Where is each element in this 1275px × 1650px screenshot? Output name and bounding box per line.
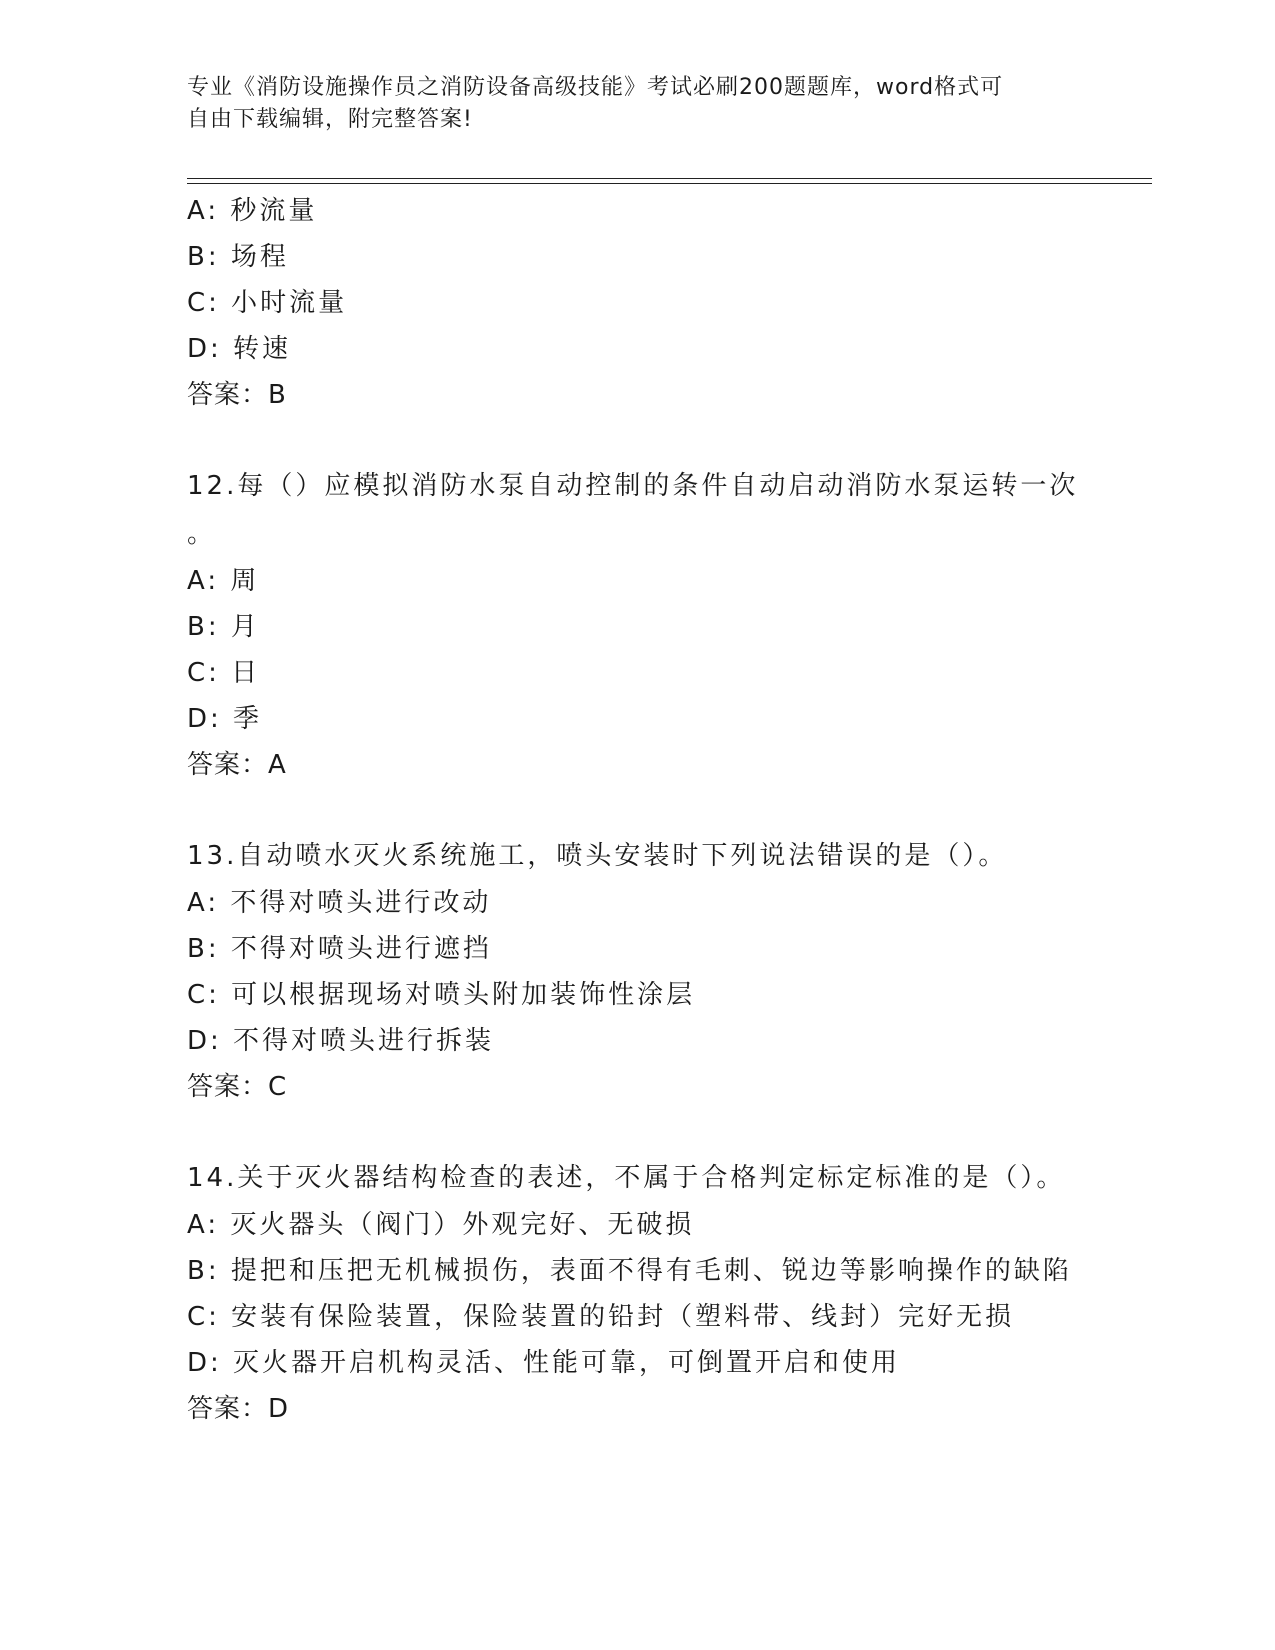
- question-stem-continued: 。: [187, 519, 217, 549]
- question-stem: 12.每（）应模拟消防水泵自动控制的条件自动启动消防水泵运转一次: [187, 471, 1079, 501]
- option-c: C: 可以根据现场对喷头附加装饰性涂层: [187, 980, 696, 1010]
- option-a: A: 灭火器头（阀门）外观完好、无破损: [187, 1210, 695, 1240]
- option-a: A: 周: [187, 566, 260, 596]
- option-d: D: 灭火器开启机构灵活、性能可靠，可倒置开启和使用: [187, 1348, 901, 1378]
- option-d: D: 转速: [187, 334, 292, 364]
- header-rule-bottom: [187, 183, 1152, 184]
- answer-line: 答案：D: [187, 1394, 290, 1424]
- option-b: B: 不得对喷头进行遮挡: [187, 934, 492, 964]
- option-c: C: 小时流量: [187, 288, 348, 318]
- option-a: A: 秒流量: [187, 196, 318, 226]
- question-stem: 13.自动喷水灭火系统施工，喷头安装时下列说法错误的是（）。: [187, 841, 1008, 871]
- header-rule-top: [187, 178, 1152, 179]
- question-list: [187, 188, 1147, 1432]
- question-12-block: [187, 462, 1147, 788]
- answer-line: 答案：A: [187, 750, 287, 780]
- header-line-2: 自由下载编辑，附完整答案!: [187, 107, 473, 132]
- option-c: C: 日: [187, 658, 261, 688]
- option-b: B: 提把和压把无机械损伤，表面不得有毛刺、锐边等影响操作的缺陷: [187, 1256, 1072, 1286]
- option-d: D: 不得对喷头进行拆装: [187, 1026, 495, 1056]
- header-line-1: 专业《消防设施操作员之消防设备高级技能》考试必刷200题题库，word格式可: [187, 75, 1004, 100]
- option-c: C: 安装有保险装置，保险装置的铅封（塑料带、线封）完好无损: [187, 1302, 1015, 1332]
- answer-line: 答案：B: [187, 380, 287, 410]
- option-a: A: 不得对喷头进行改动: [187, 888, 492, 918]
- option-b: B: 场程: [187, 242, 289, 272]
- question-11-block: [187, 188, 1147, 418]
- page-header: [187, 72, 1087, 136]
- answer-line: 答案：C: [187, 1072, 288, 1102]
- option-d: D: 季: [187, 704, 263, 734]
- question-stem: 14.关于灭火器结构检查的表述，不属于合格判定标定标准的是（）。: [187, 1163, 1066, 1193]
- option-b: B: 月: [187, 612, 260, 642]
- question-14-block: [187, 1154, 1147, 1432]
- question-13-block: [187, 832, 1147, 1110]
